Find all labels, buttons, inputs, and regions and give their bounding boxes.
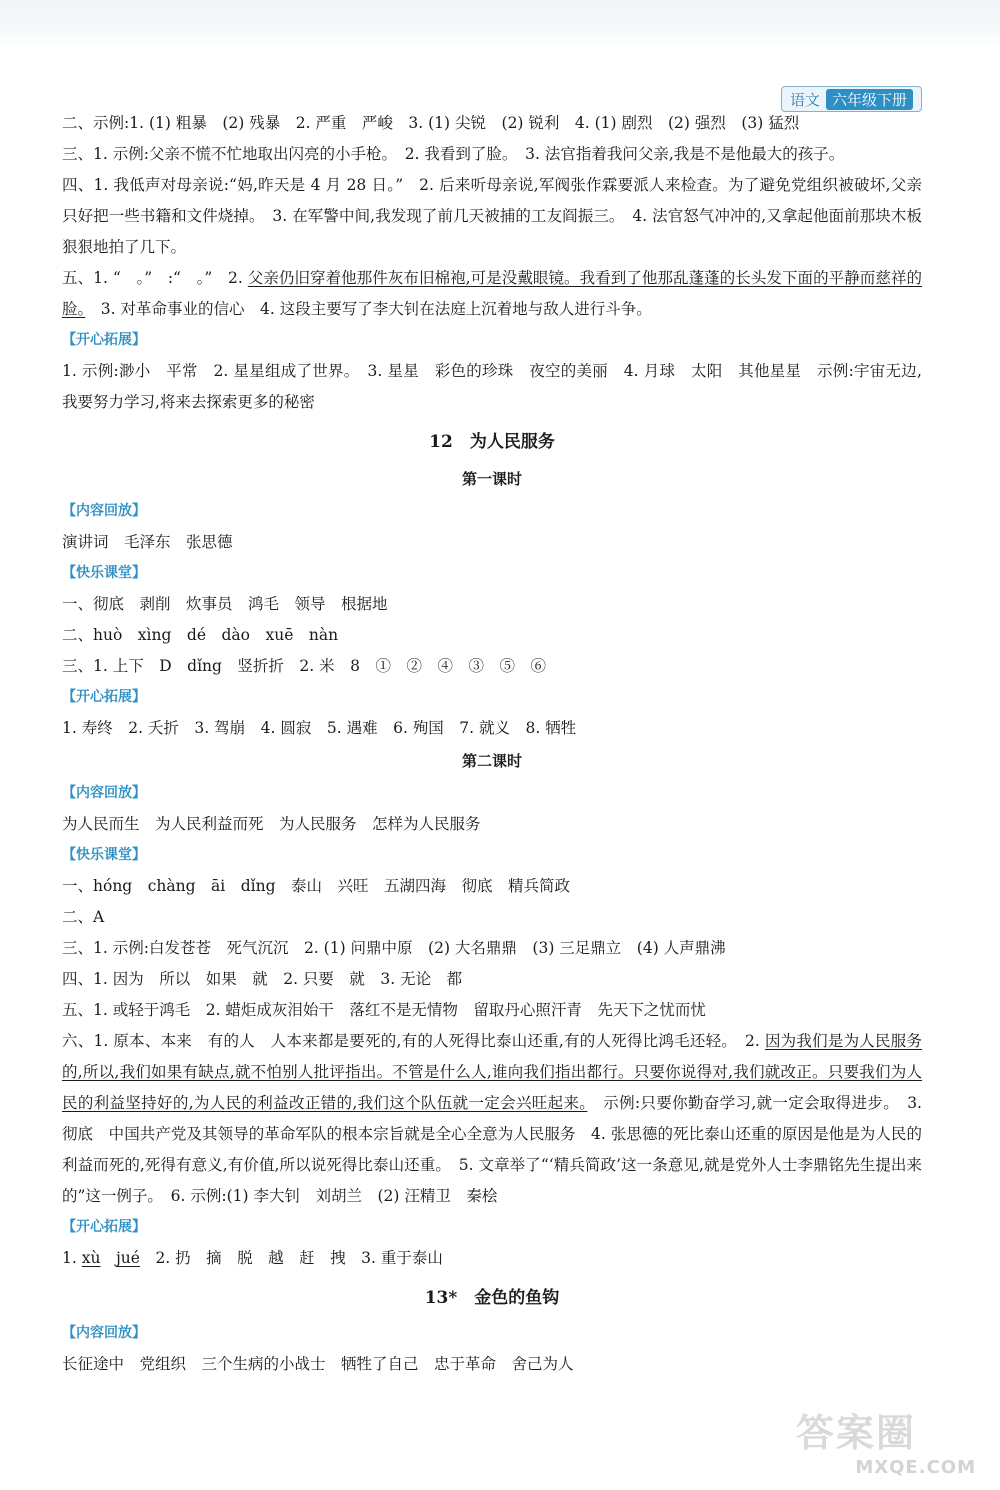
text-run: 2. 扔 摘 脱 越 赶 拽 3. 重于泰山 (139, 1249, 443, 1267)
answer-line: 演讲词 毛泽东 张思德 (62, 533, 233, 551)
answer-content (62, 108, 922, 1380)
answer-line: 二、示例:1. (1) 粗暴 (2) 残暴 2. 严重 严峻 3. (1) 尖锐 (2) 锐利 4. (1) 剧烈 (2) 强烈 (3) 猛烈 (62, 114, 800, 132)
section-tag-kaixin: 【开心拓展】 (62, 332, 146, 348)
underlined-text: 因为我们是为人民服务的,所以,我们如果有缺点,就不怕别人批评指出。不管是什么人,谁向我们指出都行。只要你说得对,我们就改正。只要我们为人民的利益坚持好的,为人民的利益改正错的,我们这个队伍就一定会兴旺起来。 (62, 1032, 922, 1112)
answer-line: 二、huò xìng dé dào xuē nàn (62, 626, 339, 644)
lesson-title: 13* 金色的鱼钩 (424, 1288, 560, 1308)
period-title: 第一课时 (461, 470, 522, 488)
section-tag-kuaile: 【快乐课堂】 (62, 847, 146, 863)
answer-paragraph (62, 263, 922, 325)
text-run: 示例:只要你勤奋学习,就一定会取得进步。 3. 彻底 中国共产党及其领导的革命军队的根本宗旨就是全心全意为人民服务 4. 张思德的死比泰山还重的原因是他是为人民的利益而死的,死得有意义,有价值,所以说死得比泰山还重。 5. 文章举了“‘精兵简政’这一条意见,就是党外人士李鼎铭先生提出来的”这一例子。 6. 示例:(1) 李大钊 刘胡兰 (2) 汪精卫 秦桧 (62, 1094, 922, 1205)
watermark-url: MXQE.COM (855, 1457, 976, 1478)
underlined-text: xù (81, 1249, 101, 1267)
lesson-title: 12 为人民服务 (429, 432, 555, 452)
grade-label: 六年级下册 (826, 89, 913, 110)
answer-line: 五、1. 或轻于鸿毛 2. 蜡炬成灰泪始干 落红不是无情物 留取丹心照汗青 先天下之忧而忧 (62, 1001, 706, 1019)
underlined-text: 父亲仍旧穿着他那件灰布旧棉袍,可是没戴眼镜。我看到了他那乱蓬蓬的长头发下面的平静而慈祥的脸。 (62, 269, 922, 318)
text-run: 1. (62, 1249, 82, 1267)
subject-label: 语文 (789, 90, 820, 109)
answer-line: 1. 寿终 2. 夭折 3. 驾崩 4. 圆寂 5. 遇难 6. 殉国 7. 就义 8. 牺牲 (62, 719, 577, 737)
section-tag-neirong: 【内容回放】 (62, 785, 146, 801)
section-tag-neirong: 【内容回放】 (62, 1325, 146, 1341)
section-tag-neirong: 【内容回放】 (62, 503, 146, 519)
answer-line (62, 1243, 922, 1274)
section-tag-kuaile: 【快乐课堂】 (62, 565, 146, 581)
answer-line: 一、hóng chàng āi dǐng 泰山 兴旺 五湖四海 彻底 精兵简政 (62, 877, 571, 895)
answer-line: 长征途中 党组织 三个生病的小战士 牺牲了自己 忠于革命 舍己为人 (62, 1355, 574, 1373)
answer-paragraph: 1. 示例:渺小 平常 2. 星星组成了世界。 3. 星星 彩色的珍珠 夜空的美丽 4. 月球 太阳 其他星星 示例:宇宙无边,我要努力学习,将来去探索更多的秘密 (62, 362, 922, 411)
watermark-text: 答案圈 (796, 1411, 917, 1455)
period-title: 第二课时 (461, 752, 522, 770)
section-tag-kaixin: 【开心拓展】 (62, 689, 146, 705)
answer-paragraph: 四、1. 我低声对母亲说:“妈,昨天是 4 月 28 日。” 2. 后来听母亲说,军阀张作霖要派人来检查。为了避免党组织被破坏,父亲只好把一些书籍和文件烧掉。 3. 在军警中间,我发现了前几天被捕的工友阎振三。 4. 法官怒气冲冲的,又拿起他面前那块木板狠狠地拍了几下。 (62, 176, 922, 256)
text-run: 五、1. “ 。” :“ 。” 2. (62, 269, 248, 287)
answer-line: 三、1. 上下 D dǐng 竖折折 2. 米 8 ① ② ④ ③ ⑤ ⑥ (62, 657, 547, 675)
answer-line: 二、A (62, 908, 105, 926)
answer-line: 四、1. 因为 所以 如果 就 2. 只要 就 3. 无论 都 (62, 970, 463, 988)
underlined-text: jué (115, 1249, 140, 1267)
text-run: 3. 对革命事业的信心 4. 这段主要写了李大钊在法庭上沉着地与敌人进行斗争。 (85, 300, 652, 318)
text-run: 六、1. 原本、本来 有的人 人本来都是要死的,有的人死得比泰山还重,有的人死得比鸿毛还轻。 2. (62, 1032, 765, 1050)
watermark-logo (796, 1402, 976, 1478)
top-band (0, 0, 1000, 46)
answer-line: 一、彻底 剥削 炊事员 鸿毛 领导 根据地 (62, 595, 388, 613)
answer-line: 三、1. 示例:父亲不慌不忙地取出闪亮的小手枪。 2. 我看到了脸。 3. 法官指着我问父亲,我是不是他最大的孩子。 (62, 145, 845, 163)
answer-paragraph (62, 1026, 922, 1212)
section-tag-kaixin: 【开心拓展】 (62, 1219, 146, 1235)
answer-line: 为人民而生 为人民利益而死 为人民服务 怎样为人民服务 (62, 815, 481, 833)
answer-line: 三、1. 示例:白发苍苍 死气沉沉 2. (1) 问鼎中原 (2) 大名鼎鼎 (3) 三足鼎立 (4) 人声鼎沸 (62, 939, 726, 957)
